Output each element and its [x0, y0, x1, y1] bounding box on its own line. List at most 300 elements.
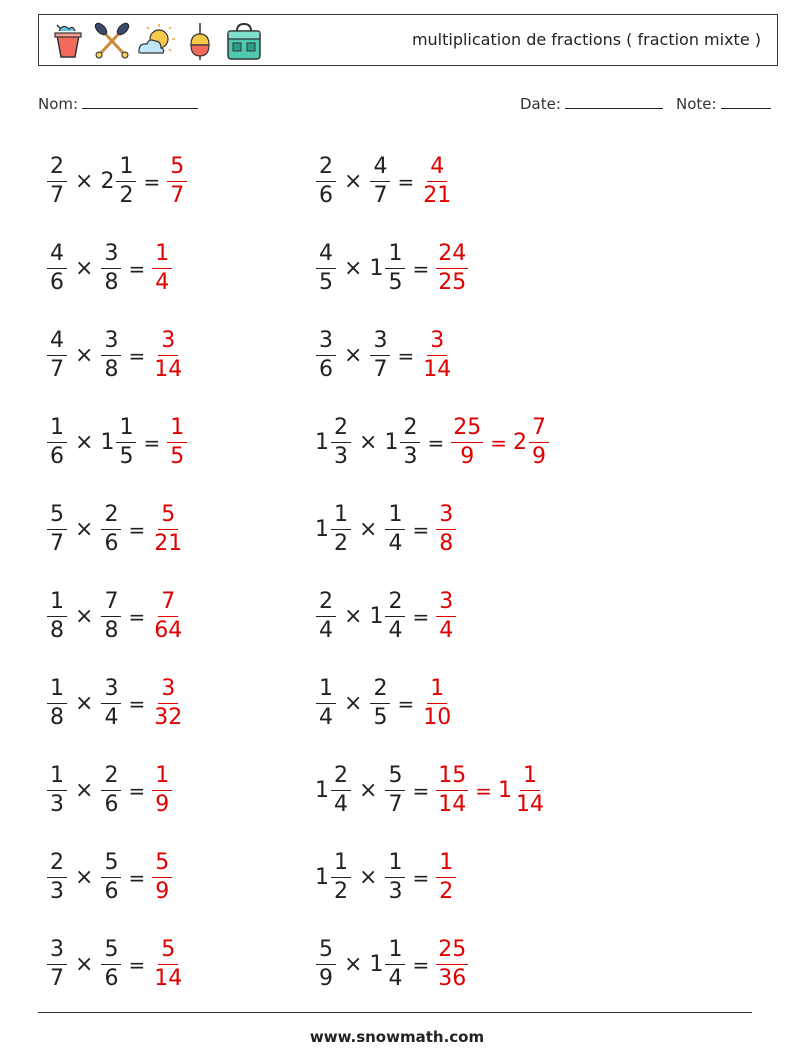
- operand-a: [315, 156, 337, 207]
- operand-a-numerator: 5: [47, 504, 67, 530]
- answer-value-fraction: [421, 156, 453, 207]
- operand-b-denominator: 8: [104, 618, 119, 643]
- date-label: Date:: [520, 95, 561, 113]
- problem-row: [46, 225, 188, 312]
- operand-a-numerator: 2: [331, 417, 351, 443]
- answer-value-fraction: [152, 765, 172, 816]
- operand-a-numerator: 2: [47, 852, 67, 878]
- answer-value: [420, 156, 454, 207]
- answer-value-denominator: 21: [423, 183, 452, 208]
- operand-b-fraction: [116, 417, 136, 468]
- operand-a: [315, 504, 352, 555]
- operand-b-numerator: 1: [116, 156, 136, 182]
- operand-a-denominator: 3: [50, 792, 64, 817]
- operand-a-numerator: 2: [316, 591, 336, 617]
- operand-b-numerator: 2: [101, 765, 121, 791]
- answer-value-numerator: 24: [436, 243, 468, 269]
- operand-b-fraction: [385, 939, 405, 990]
- operand-b-denominator: 8: [104, 270, 119, 295]
- footer-url: www.snowmath.com: [309, 1028, 485, 1046]
- operand-b: [100, 417, 137, 468]
- equals-sign: =: [412, 952, 430, 977]
- answer-value-denominator: 9: [155, 879, 170, 904]
- answer-value: [435, 765, 469, 816]
- answer-value-denominator: 14: [154, 966, 183, 991]
- operand-a-denominator: 3: [334, 444, 348, 469]
- answer-value-numerator: 15: [436, 765, 468, 791]
- times-sign: ×: [359, 517, 378, 542]
- date-field: [520, 94, 663, 113]
- operand-b-whole: 1: [369, 952, 384, 977]
- operand-a-numerator: 1: [47, 591, 67, 617]
- answer-value: [151, 852, 173, 903]
- problem-row: [315, 660, 550, 747]
- answer-value-fraction: [451, 417, 483, 468]
- answer-value-numerator: 1: [167, 417, 187, 443]
- operand-b-denominator: 4: [388, 966, 403, 991]
- problems-left-column: [46, 138, 188, 1008]
- answer-value: [151, 591, 185, 642]
- operand-a-fraction: [316, 591, 336, 642]
- answer-value: [151, 504, 185, 555]
- operand-a-denominator: 5: [319, 270, 333, 295]
- operand-a-fraction: [47, 504, 67, 555]
- operand-b-fraction: [101, 243, 121, 294]
- answer-value-numerator: 5: [158, 939, 178, 965]
- operand-a-numerator: 1: [331, 504, 351, 530]
- answer: [435, 504, 457, 555]
- answer-value: [450, 417, 484, 468]
- equals-sign: =: [128, 604, 146, 629]
- operand-b-denominator: 7: [373, 357, 388, 382]
- answer-mixed-denominator: 9: [531, 444, 546, 469]
- operand-a-denominator: 4: [319, 705, 333, 730]
- answer-value: [420, 678, 454, 729]
- cooler-box-icon: [225, 21, 263, 61]
- operand-b-fraction: [101, 330, 121, 381]
- answer-equals-sign: =: [475, 778, 492, 803]
- answer: [435, 939, 469, 990]
- times-sign: ×: [75, 430, 94, 455]
- operand-a: [315, 417, 352, 468]
- problem-row: [315, 138, 550, 225]
- answer-value-fraction: [152, 678, 184, 729]
- operand-b-denominator: 3: [403, 444, 418, 469]
- operand-b-denominator: 2: [119, 183, 134, 208]
- operand-a-denominator: 6: [50, 270, 64, 295]
- answer: [151, 765, 173, 816]
- operand-a-fraction: [47, 417, 67, 468]
- paddles-icon: [93, 21, 131, 61]
- operand-a: [315, 591, 337, 642]
- operand-a-whole: 1: [315, 865, 329, 890]
- problems-right-column: [315, 138, 550, 1008]
- operand-b-numerator: 7: [101, 591, 121, 617]
- answer-value-denominator: 14: [438, 792, 467, 817]
- answer-value-fraction: [152, 504, 184, 555]
- times-sign: ×: [359, 430, 378, 455]
- answer: [435, 591, 457, 642]
- answer-value-numerator: 5: [158, 504, 178, 530]
- answer: [166, 417, 188, 468]
- equals-sign: =: [412, 604, 430, 629]
- answer-value-fraction: [436, 852, 456, 903]
- answer-value: [435, 939, 469, 990]
- operand-b-numerator: 2: [400, 417, 420, 443]
- operand-a-denominator: 7: [50, 966, 64, 991]
- operand-a-denominator: 4: [334, 792, 348, 817]
- times-sign: ×: [359, 778, 378, 803]
- answer: [450, 417, 550, 468]
- operand-b-numerator: 4: [370, 156, 390, 182]
- note-blank[interactable]: [721, 94, 771, 109]
- answer: [151, 591, 185, 642]
- operand-a: [46, 243, 68, 294]
- operand-b-whole: 2: [100, 169, 115, 194]
- operand-b-denominator: 4: [388, 531, 403, 556]
- operand-b: [100, 243, 122, 294]
- operand-a-fraction: [47, 939, 67, 990]
- operand-a-fraction: [331, 504, 351, 555]
- operand-a-numerator: 1: [47, 678, 67, 704]
- note-label: Note:: [676, 95, 717, 113]
- operand-a: [315, 678, 337, 729]
- answer-value-numerator: 7: [158, 591, 178, 617]
- answer-value-denominator: 25: [438, 270, 467, 295]
- operand-b-fraction: [385, 765, 405, 816]
- equals-sign: =: [397, 343, 415, 368]
- times-sign: ×: [344, 343, 363, 368]
- equals-sign: =: [128, 517, 146, 542]
- answer-value-denominator: 9: [155, 792, 170, 817]
- operand-b: [100, 678, 122, 729]
- operand-b-fraction: [370, 678, 390, 729]
- operand-a-fraction: [47, 243, 67, 294]
- answer-mixed-fraction: [514, 765, 546, 816]
- sun-cloud-icon: [137, 21, 175, 61]
- operand-a: [46, 852, 68, 903]
- times-sign: ×: [344, 691, 363, 716]
- times-sign: ×: [75, 517, 94, 542]
- operand-b-numerator: 3: [101, 678, 121, 704]
- problem-row: [46, 573, 188, 660]
- operand-b-numerator: 3: [101, 330, 121, 356]
- operand-a: [46, 156, 68, 207]
- name-field: [38, 94, 198, 113]
- answer-value-fraction: [167, 156, 187, 207]
- operand-b-numerator: 1: [385, 939, 405, 965]
- operand-b-denominator: 3: [388, 879, 403, 904]
- answer-mixed-denominator: 14: [515, 792, 544, 817]
- problem-row: [315, 312, 550, 399]
- operand-b-denominator: 7: [388, 792, 403, 817]
- answer-value-numerator: 5: [152, 852, 172, 878]
- times-sign: ×: [75, 691, 94, 716]
- operand-a-fraction: [316, 243, 336, 294]
- problem-row: [46, 834, 188, 921]
- answer-value-numerator: 25: [436, 939, 468, 965]
- answer-value: [151, 243, 173, 294]
- operand-b-denominator: 4: [104, 705, 119, 730]
- times-sign: ×: [75, 343, 94, 368]
- times-sign: ×: [75, 604, 94, 629]
- answer-value-numerator: 3: [427, 330, 447, 356]
- operand-a-denominator: 7: [50, 357, 64, 382]
- operand-b: [369, 156, 391, 207]
- problem-row: [315, 399, 550, 486]
- date-blank[interactable]: [565, 94, 663, 109]
- answer-value-denominator: 21: [154, 531, 183, 556]
- answer: [420, 330, 454, 381]
- operand-a: [315, 243, 337, 294]
- operand-b-numerator: 2: [385, 591, 405, 617]
- operand-a-denominator: 4: [319, 618, 333, 643]
- operand-b-fraction: [385, 591, 405, 642]
- equals-sign: =: [143, 169, 161, 194]
- answer-value: [435, 852, 457, 903]
- answer-value: [166, 417, 188, 468]
- answer-value: [166, 156, 188, 207]
- operand-b: [384, 417, 421, 468]
- operand-a: [315, 939, 337, 990]
- answer-value-denominator: 5: [170, 444, 185, 469]
- answer-value-denominator: 32: [154, 705, 183, 730]
- operand-b-fraction: [101, 939, 121, 990]
- operand-b-fraction: [385, 852, 405, 903]
- answer-mixed-numerator: 7: [529, 417, 549, 443]
- equals-sign: =: [397, 691, 415, 716]
- operand-a-numerator: 2: [316, 156, 336, 182]
- operand-a-fraction: [47, 591, 67, 642]
- operand-a: [46, 591, 68, 642]
- operand-b-numerator: 5: [101, 939, 121, 965]
- answer-value-numerator: 1: [152, 765, 172, 791]
- answer-mixed: [498, 765, 547, 816]
- answer-value: [151, 939, 185, 990]
- operand-a: [46, 765, 68, 816]
- operand-a-fraction: [331, 852, 351, 903]
- equals-sign: =: [397, 169, 415, 194]
- answer-value-numerator: 1: [152, 243, 172, 269]
- problem-row: [46, 921, 188, 1008]
- operand-a-whole: 1: [315, 517, 329, 542]
- operand-a: [315, 765, 352, 816]
- times-sign: ×: [75, 169, 94, 194]
- answer: [435, 243, 469, 294]
- answer-value-fraction: [152, 243, 172, 294]
- operand-a-denominator: 6: [50, 444, 64, 469]
- operand-a-fraction: [47, 765, 67, 816]
- answer-value: [420, 330, 454, 381]
- operand-b-whole: 1: [384, 430, 399, 455]
- answer-value-numerator: 3: [158, 678, 178, 704]
- name-blank[interactable]: [82, 94, 198, 109]
- equals-sign: =: [412, 778, 430, 803]
- operand-a-denominator: 7: [50, 183, 64, 208]
- times-sign: ×: [75, 865, 94, 890]
- operand-b-numerator: 2: [370, 678, 390, 704]
- operand-b-numerator: 1: [385, 243, 405, 269]
- operand-a-denominator: 8: [50, 618, 64, 643]
- operand-b-denominator: 6: [104, 879, 119, 904]
- equals-sign: =: [412, 256, 430, 281]
- answer-value-fraction: [152, 939, 184, 990]
- answer: [420, 156, 454, 207]
- answer-value-fraction: [436, 591, 456, 642]
- answer: [151, 852, 173, 903]
- answer-mixed-whole: 1: [497, 778, 512, 803]
- answer: [435, 852, 457, 903]
- operand-a: [315, 330, 337, 381]
- operand-b-whole: 1: [369, 604, 384, 629]
- operand-b: [100, 591, 122, 642]
- operand-a-numerator: 1: [316, 678, 336, 704]
- answer: [151, 504, 185, 555]
- problem-row: [46, 660, 188, 747]
- operand-b-numerator: 2: [101, 504, 121, 530]
- answer-value-denominator: 4: [439, 618, 454, 643]
- answer-value: [151, 330, 185, 381]
- operand-b: [100, 852, 122, 903]
- operand-b-fraction: [400, 417, 420, 468]
- answer-value-denominator: 14: [154, 357, 183, 382]
- problem-row: [46, 138, 188, 225]
- equals-sign: =: [143, 430, 161, 455]
- answer-value: [435, 243, 469, 294]
- answer: [166, 156, 188, 207]
- operand-b-numerator: 1: [116, 417, 136, 443]
- problem-row: [46, 312, 188, 399]
- problem-row: [315, 486, 550, 573]
- operand-a: [46, 678, 68, 729]
- operand-a-denominator: 2: [334, 879, 348, 904]
- fishing-float-icon: [181, 21, 219, 61]
- operand-a-numerator: 4: [316, 243, 336, 269]
- operand-b-fraction: [370, 330, 390, 381]
- operand-a-fraction: [316, 330, 336, 381]
- answer-value-denominator: 64: [154, 618, 183, 643]
- equals-sign: =: [128, 865, 146, 890]
- answer-value-numerator: 3: [158, 330, 178, 356]
- operand-a-numerator: 4: [47, 243, 67, 269]
- times-sign: ×: [344, 952, 363, 977]
- operand-b-fraction: [101, 591, 121, 642]
- times-sign: ×: [344, 256, 363, 281]
- problem-row: [315, 573, 550, 660]
- answer-value-denominator: 10: [423, 705, 452, 730]
- answer-value: [435, 504, 457, 555]
- operand-b-denominator: 6: [104, 792, 119, 817]
- operand-b: [384, 765, 406, 816]
- answer-value-numerator: 3: [436, 591, 456, 617]
- operand-a-whole: 1: [315, 778, 329, 803]
- name-label: Nom:: [38, 95, 79, 113]
- answer-value-numerator: 3: [436, 504, 456, 530]
- answer-mixed-fraction: [529, 417, 549, 468]
- answer-value-fraction: [167, 417, 187, 468]
- operand-b-whole: 1: [100, 430, 115, 455]
- operand-a-denominator: 3: [50, 879, 64, 904]
- operand-b: [369, 678, 391, 729]
- answer: [435, 765, 547, 816]
- operand-b-fraction: [101, 504, 121, 555]
- operand-b: [369, 243, 406, 294]
- answer-value-numerator: 4: [427, 156, 447, 182]
- operand-a-denominator: 9: [319, 966, 333, 991]
- operand-a-fraction: [47, 678, 67, 729]
- times-sign: ×: [75, 952, 94, 977]
- operand-b-fraction: [116, 156, 136, 207]
- operand-b-denominator: 4: [388, 618, 403, 643]
- answer-value-fraction: [436, 243, 468, 294]
- equals-sign: =: [412, 517, 430, 542]
- operand-b-numerator: 3: [370, 330, 390, 356]
- operand-b-whole: 1: [369, 256, 384, 281]
- answer: [151, 243, 173, 294]
- operand-a: [46, 504, 68, 555]
- operand-b-numerator: 1: [385, 852, 405, 878]
- operand-a-numerator: 2: [47, 156, 67, 182]
- problem-row: [46, 747, 188, 834]
- operand-a: [46, 330, 68, 381]
- answer-value-numerator: 5: [167, 156, 187, 182]
- problem-row: [46, 486, 188, 573]
- answer-value-numerator: 25: [451, 417, 483, 443]
- operand-b-fraction: [385, 243, 405, 294]
- answer-value-fraction: [152, 852, 172, 903]
- operand-a-numerator: 2: [331, 765, 351, 791]
- answer-value-fraction: [436, 939, 468, 990]
- answer-value-denominator: 4: [155, 270, 170, 295]
- operand-a-fraction: [316, 939, 336, 990]
- equals-sign: =: [412, 865, 430, 890]
- answer-value-fraction: [421, 678, 453, 729]
- equals-sign: =: [128, 343, 146, 368]
- operand-b: [384, 504, 406, 555]
- times-sign: ×: [344, 169, 363, 194]
- operand-a-whole: 1: [315, 430, 329, 455]
- operand-b-fraction: [370, 156, 390, 207]
- operand-b-fraction: [101, 765, 121, 816]
- problem-row: [315, 834, 550, 921]
- equals-sign: =: [128, 256, 146, 281]
- operand-b-numerator: 1: [385, 504, 405, 530]
- operand-a-denominator: 6: [319, 357, 333, 382]
- operand-a-denominator: 6: [319, 183, 333, 208]
- problem-row: [315, 225, 550, 312]
- answer-value-denominator: 7: [170, 183, 185, 208]
- operand-a-fraction: [316, 678, 336, 729]
- operand-b-fraction: [101, 852, 121, 903]
- answer-value-denominator: 36: [438, 966, 467, 991]
- operand-b-numerator: 5: [101, 852, 121, 878]
- answer: [151, 678, 185, 729]
- answer-value-fraction: [152, 330, 184, 381]
- header-box: [38, 14, 778, 66]
- operand-b: [100, 765, 122, 816]
- operand-a: [46, 939, 68, 990]
- problem-row: [315, 921, 550, 1008]
- operand-b-denominator: 8: [104, 357, 119, 382]
- operand-a-fraction: [331, 417, 351, 468]
- note-field: [676, 94, 771, 113]
- operand-a-numerator: 5: [316, 939, 336, 965]
- answer: [420, 678, 454, 729]
- operand-b: [100, 156, 137, 207]
- answer-value-denominator: 14: [423, 357, 452, 382]
- answer-value-fraction: [436, 765, 468, 816]
- operand-a-numerator: 3: [47, 939, 67, 965]
